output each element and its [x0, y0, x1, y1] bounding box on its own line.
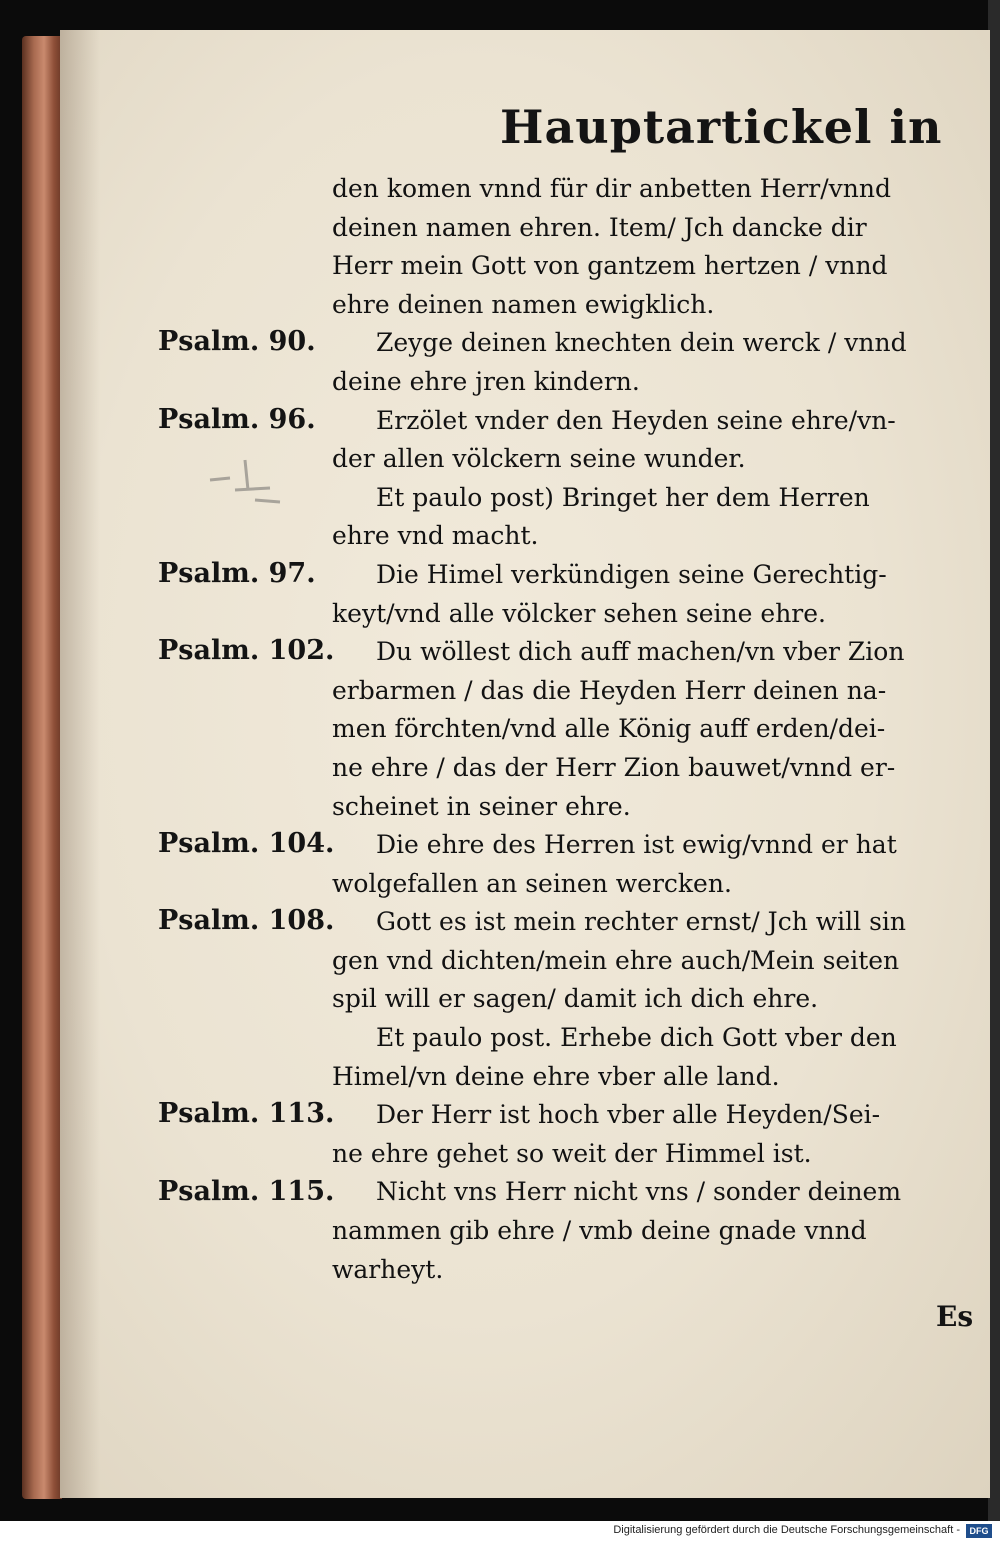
margin-note-psalm: Psalm. 104. — [158, 828, 335, 860]
text-line: ehre vnd macht. — [332, 521, 539, 551]
text-line: Die Himel verkündigen seine Gerechtig- — [376, 559, 887, 589]
text-line: scheinet in seiner ehre. — [332, 791, 631, 821]
text-line: Zeyge deinen knechten dein werck / vnnd — [376, 328, 907, 358]
text-line: der allen völckern seine wunder. — [332, 444, 746, 474]
footer-credit: Digitalisierung gefördert durch die Deutsche Forschungsgemeinschaft - — [613, 1524, 960, 1536]
text-line: Der Herr ist hoch vber alle Heyden/Sei- — [376, 1100, 881, 1130]
text-line: erbarmen / das die Heyden Herr deinen na- — [332, 675, 887, 705]
text-line: Erzölet vnder den Heyden seine ehre/vn- — [376, 405, 896, 435]
margin-note-psalm: Psalm. 102. — [158, 635, 335, 667]
page-gutter-shadow — [60, 30, 100, 1498]
text-line: Himel/vn deine ehre vber alle land. — [332, 1061, 780, 1091]
margin-note-psalm: Psalm. 115. — [158, 1175, 335, 1207]
text-line: Du wöllest dich auff machen/vn vber Zion — [376, 637, 905, 667]
ink-smudge — [200, 450, 290, 520]
text-line: ne ehre / das der Herr Zion bauwet/vnnd er- — [332, 752, 896, 782]
text-line: gen vnd dichten/mein ehre auch/Mein seiten — [332, 945, 900, 975]
margin-note-psalm: Psalm. 97. — [158, 558, 316, 589]
text-line: ehre deinen namen ewigklich. — [332, 289, 715, 319]
running-header: Hauptartickel in — [500, 100, 943, 154]
text-line: deinen namen ehren. Item/ Jch dancke dir — [332, 212, 867, 242]
margin-note-psalm: Psalm. 113. — [158, 1098, 335, 1130]
text-line: Nicht vns Herr nicht vns / sonder deinem — [376, 1177, 902, 1207]
text-line: ne ehre gehet so weit der Himmel ist. — [332, 1138, 812, 1168]
text-line: keyt/vnd alle völcker sehen seine ehre. — [332, 598, 826, 628]
text-line: warheyt. — [332, 1254, 444, 1284]
text-line: Gott es ist mein rechter ernst/ Jch will sin — [376, 907, 907, 937]
text-line: men förchten/vnd alle König auff erden/dei- — [332, 714, 886, 744]
text-line: Die ehre des Herren ist ewig/vnnd er hat — [376, 830, 897, 860]
text-line: den komen vnnd für dir anbetten Herr/vnnd — [332, 174, 892, 203]
margin-note-psalm: Psalm. 90. — [158, 326, 316, 358]
dfg-logo: DFG — [966, 1524, 992, 1538]
book-edge — [22, 36, 62, 1499]
text-line: Herr mein Gott von gantzem hertzen / vnnd — [332, 251, 888, 281]
text-line: Et paulo post) Bringet her dem Herren — [376, 482, 870, 512]
text-line: wolgefallen an seinen wercken. — [332, 868, 732, 898]
margin-note-psalm: Psalm. 108. — [158, 905, 335, 937]
text-line: spil will er sagen/ damit ich dich ehre. — [332, 984, 819, 1014]
text-line: nammen gib ehre / vmb deine gnade vnnd — [332, 1216, 867, 1246]
text-line: Et paulo post. Erhebe dich Gott vber den — [376, 1023, 897, 1053]
margin-note-psalm: Psalm. 96. — [158, 403, 316, 435]
main-text — [332, 170, 984, 1289]
catchword: Es — [936, 1300, 974, 1333]
text-line: deine ehre jren kindern. — [332, 366, 640, 396]
